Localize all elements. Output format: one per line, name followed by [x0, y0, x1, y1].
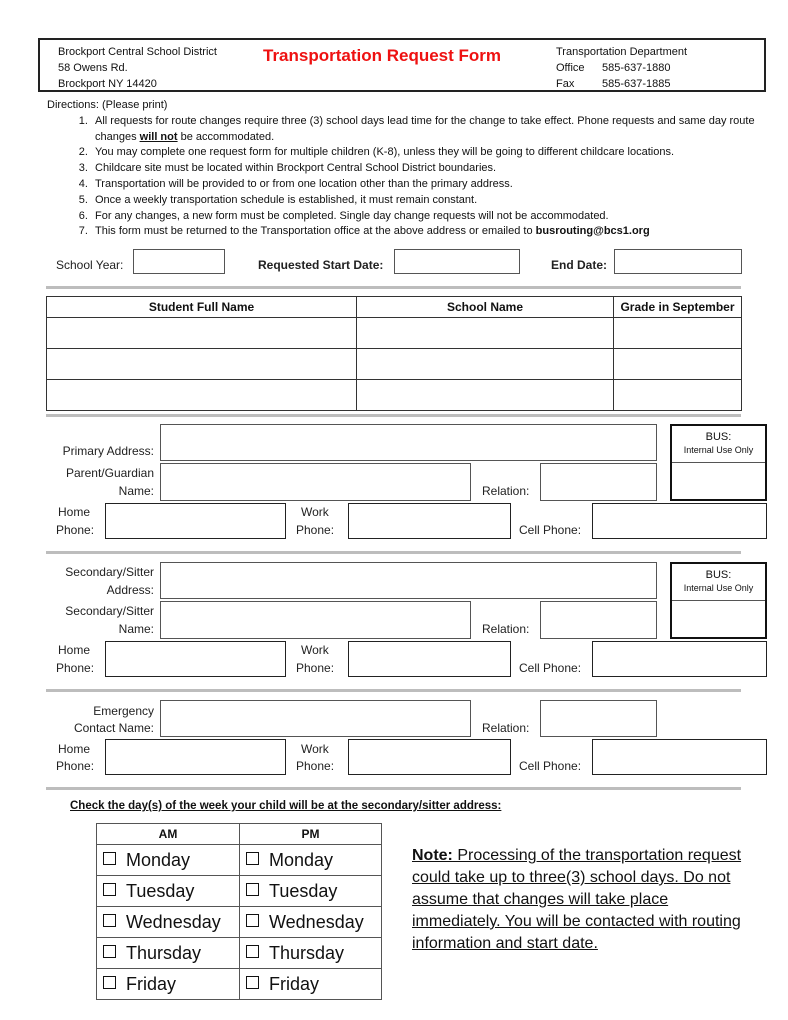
checkbox-icon[interactable]	[246, 976, 259, 989]
work-phone-label-line2: Phone:	[296, 759, 335, 773]
checkbox-icon[interactable]	[103, 945, 116, 958]
relation-label: Relation:	[482, 721, 530, 735]
am-monday-checkbox[interactable]	[97, 845, 240, 876]
pm-header: PM	[240, 824, 382, 845]
direction-emphasis: will not	[139, 130, 178, 143]
checkbox-icon[interactable]	[246, 852, 259, 865]
cell-phone-field[interactable]	[592, 641, 767, 677]
direction-item: 4. Transportation will be provided to or from one location other than the primary address.	[91, 177, 788, 193]
checkbox-icon[interactable]	[103, 976, 116, 989]
day-label: Tuesday	[126, 880, 195, 901]
relation-field[interactable]	[540, 463, 657, 501]
relation-label: Relation:	[482, 484, 530, 498]
day-label: Monday	[126, 849, 191, 870]
column-header: School Name	[357, 297, 614, 318]
fax-label: Fax	[556, 78, 575, 90]
divider	[46, 286, 741, 289]
school-year-field[interactable]	[133, 249, 225, 274]
home-phone-label-line1: Home	[58, 742, 91, 756]
work-phone-label-line2: Phone:	[296, 661, 335, 675]
school-name-cell[interactable]	[357, 318, 614, 349]
department-contact	[556, 44, 687, 92]
end-date-field[interactable]	[614, 249, 742, 274]
day-row	[97, 938, 382, 969]
day-row	[97, 876, 382, 907]
directions-list	[47, 114, 788, 240]
divider	[46, 551, 741, 554]
table-row	[47, 349, 742, 380]
days-table	[96, 823, 382, 1000]
work-phone-field[interactable]	[348, 641, 511, 677]
direction-text: be accommodated.	[177, 130, 275, 143]
direction-text: All requests for route changes require three (3) school days lead time for the change to take effect. Phone requests and same day route changes	[95, 114, 755, 143]
students-table	[46, 296, 742, 411]
day-label: Thursday	[126, 942, 202, 963]
day-label: Wednesday	[126, 911, 221, 932]
home-phone-field[interactable]	[105, 503, 286, 539]
direction-item: 3. Childcare site must be located within Brockport Central School District boundaries.	[91, 161, 788, 177]
checkbox-icon[interactable]	[246, 914, 259, 927]
pm-wednesday-checkbox[interactable]	[240, 907, 382, 938]
school-name-cell[interactable]	[357, 380, 614, 411]
directions-heading: Directions: (Please print)	[47, 99, 168, 111]
emergency-name-field[interactable]	[160, 700, 471, 737]
school-name-cell[interactable]	[357, 349, 614, 380]
divider	[46, 787, 741, 790]
am-header: AM	[97, 824, 240, 845]
department-name: Transportation Department	[556, 46, 688, 58]
office-label: Office	[556, 62, 585, 74]
days-instruction: Check the day(s) of the week your child will be at the secondary/sitter address:	[70, 800, 502, 812]
day-row	[97, 907, 382, 938]
divider	[46, 414, 741, 417]
relation-field[interactable]	[540, 700, 657, 737]
cell-phone-label: Cell Phone:	[519, 759, 582, 773]
direction-text: This form must be returned to the Transportation office at the above address or emailed to	[95, 225, 536, 238]
table-row	[47, 318, 742, 349]
office-phone: 585-637-1880	[602, 62, 671, 74]
emergency-label-line2: Contact Name:	[73, 721, 154, 735]
pm-thursday-checkbox[interactable]	[240, 938, 382, 969]
table-header-row	[47, 297, 742, 318]
day-label: Friday	[126, 973, 177, 994]
checkbox-icon[interactable]	[103, 914, 116, 927]
pm-monday-checkbox[interactable]	[240, 845, 382, 876]
home-phone-field[interactable]	[105, 739, 286, 775]
emergency-label-line1: Emergency	[93, 704, 154, 718]
relation-label: Relation:	[482, 622, 530, 636]
home-phone-label-line2: Phone:	[56, 759, 95, 773]
secondary-name-label-line2: Name:	[118, 622, 154, 636]
day-row	[97, 969, 382, 1000]
day-label: Monday	[269, 849, 334, 870]
work-phone-field[interactable]	[348, 739, 511, 775]
checkbox-icon[interactable]	[103, 852, 116, 865]
note-label: Note:	[412, 847, 453, 864]
home-phone-label-line2: Phone:	[56, 523, 95, 537]
page-title: Transportation Request Form	[263, 46, 502, 65]
work-phone-label-line1: Work	[301, 742, 329, 756]
home-phone-label-line2: Phone:	[56, 661, 95, 675]
divider	[46, 689, 741, 692]
direction-item	[91, 114, 788, 146]
checkbox-icon[interactable]	[246, 883, 259, 896]
pm-friday-checkbox[interactable]	[240, 969, 382, 1000]
day-label: Tuesday	[269, 880, 338, 901]
work-phone-label-line1: Work	[301, 505, 329, 519]
home-phone-label-line1: Home	[58, 643, 91, 657]
cell-phone-label: Cell Phone:	[519, 523, 582, 537]
secondary-name-field[interactable]	[160, 601, 471, 639]
directions	[47, 98, 788, 240]
bus-internal-box	[670, 562, 767, 639]
home-phone-field[interactable]	[105, 641, 286, 677]
direction-item: 6. For any changes, a new form must be completed. Single day change requests will not be accommodated.	[91, 209, 788, 225]
bus-sub-label: Internal Use Only	[683, 445, 754, 455]
district-name: Brockport Central School District	[58, 46, 217, 58]
cell-phone-field[interactable]	[592, 503, 767, 539]
checkbox-icon[interactable]	[246, 945, 259, 958]
grade-cell[interactable]	[614, 349, 742, 380]
day-label: Thursday	[269, 942, 345, 963]
processing-note	[412, 845, 742, 955]
days-header-row	[97, 824, 382, 845]
secondary-address-label-line2: Address:	[106, 583, 154, 597]
table-row	[47, 380, 742, 411]
bus-label: BUS:	[705, 569, 732, 581]
cell-phone-field[interactable]	[592, 739, 767, 775]
cell-phone-label: Cell Phone:	[519, 661, 582, 675]
student-name-cell[interactable]	[47, 318, 357, 349]
guardian-name-field[interactable]	[160, 463, 471, 501]
start-date-label: Requested Start Date:	[258, 258, 384, 272]
work-phone-label-line1: Work	[301, 643, 329, 657]
day-row	[97, 845, 382, 876]
checkbox-icon[interactable]	[103, 883, 116, 896]
district-city: Brockport NY 14420	[58, 78, 157, 90]
am-wednesday-checkbox[interactable]	[97, 907, 240, 938]
note-text: Processing of the transportation request could take up to three(3) school days. Do not assume that changes will take place immediately. You will be contacted with routing information and start date.	[412, 847, 742, 952]
column-header: Grade in September	[614, 297, 742, 318]
grade-cell[interactable]	[614, 380, 742, 411]
direction-item	[91, 224, 788, 240]
fax-number: 585-637-1885	[602, 78, 671, 90]
direction-item: 2. You may complete one request form for multiple children (K-8), unless they will be going to different childcare locations.	[91, 145, 788, 161]
email-link[interactable]: busrouting@bcs1.org	[535, 225, 650, 238]
day-label: Wednesday	[269, 911, 364, 932]
work-phone-label-line2: Phone:	[296, 523, 335, 537]
column-header: Student Full Name	[47, 297, 357, 318]
student-name-cell[interactable]	[47, 349, 357, 380]
am-thursday-checkbox[interactable]	[97, 938, 240, 969]
home-phone-label-line1: Home	[58, 505, 91, 519]
day-label: Friday	[269, 973, 320, 994]
start-date-field[interactable]	[394, 249, 520, 274]
bus-label: BUS:	[705, 431, 732, 443]
secondary-name-label-line1: Secondary/Sitter	[65, 604, 154, 618]
bus-sub-label: Internal Use Only	[683, 583, 754, 593]
direction-item: 5. Once a weekly transportation schedule is established, it must remain constant.	[91, 193, 788, 209]
primary-address-field[interactable]	[160, 424, 657, 461]
grade-cell[interactable]	[614, 318, 742, 349]
primary-address-label: Primary Address:	[62, 444, 154, 458]
pm-tuesday-checkbox[interactable]	[240, 876, 382, 907]
guardian-label-line1: Parent/Guardian	[65, 466, 154, 480]
student-name-cell[interactable]	[47, 380, 357, 411]
secondary-address-label-line1: Secondary/Sitter	[65, 565, 154, 579]
end-date-label: End Date:	[551, 258, 608, 272]
district-street: 58 Owens Rd.	[58, 62, 128, 74]
guardian-label-line2: Name:	[118, 484, 154, 498]
am-tuesday-checkbox[interactable]	[97, 876, 240, 907]
secondary-address-field[interactable]	[160, 562, 657, 599]
am-friday-checkbox[interactable]	[97, 969, 240, 1000]
bus-internal-box	[670, 424, 767, 501]
school-year-label: School Year:	[56, 258, 124, 272]
work-phone-field[interactable]	[348, 503, 511, 539]
relation-field[interactable]	[540, 601, 657, 639]
district-address	[58, 44, 217, 92]
